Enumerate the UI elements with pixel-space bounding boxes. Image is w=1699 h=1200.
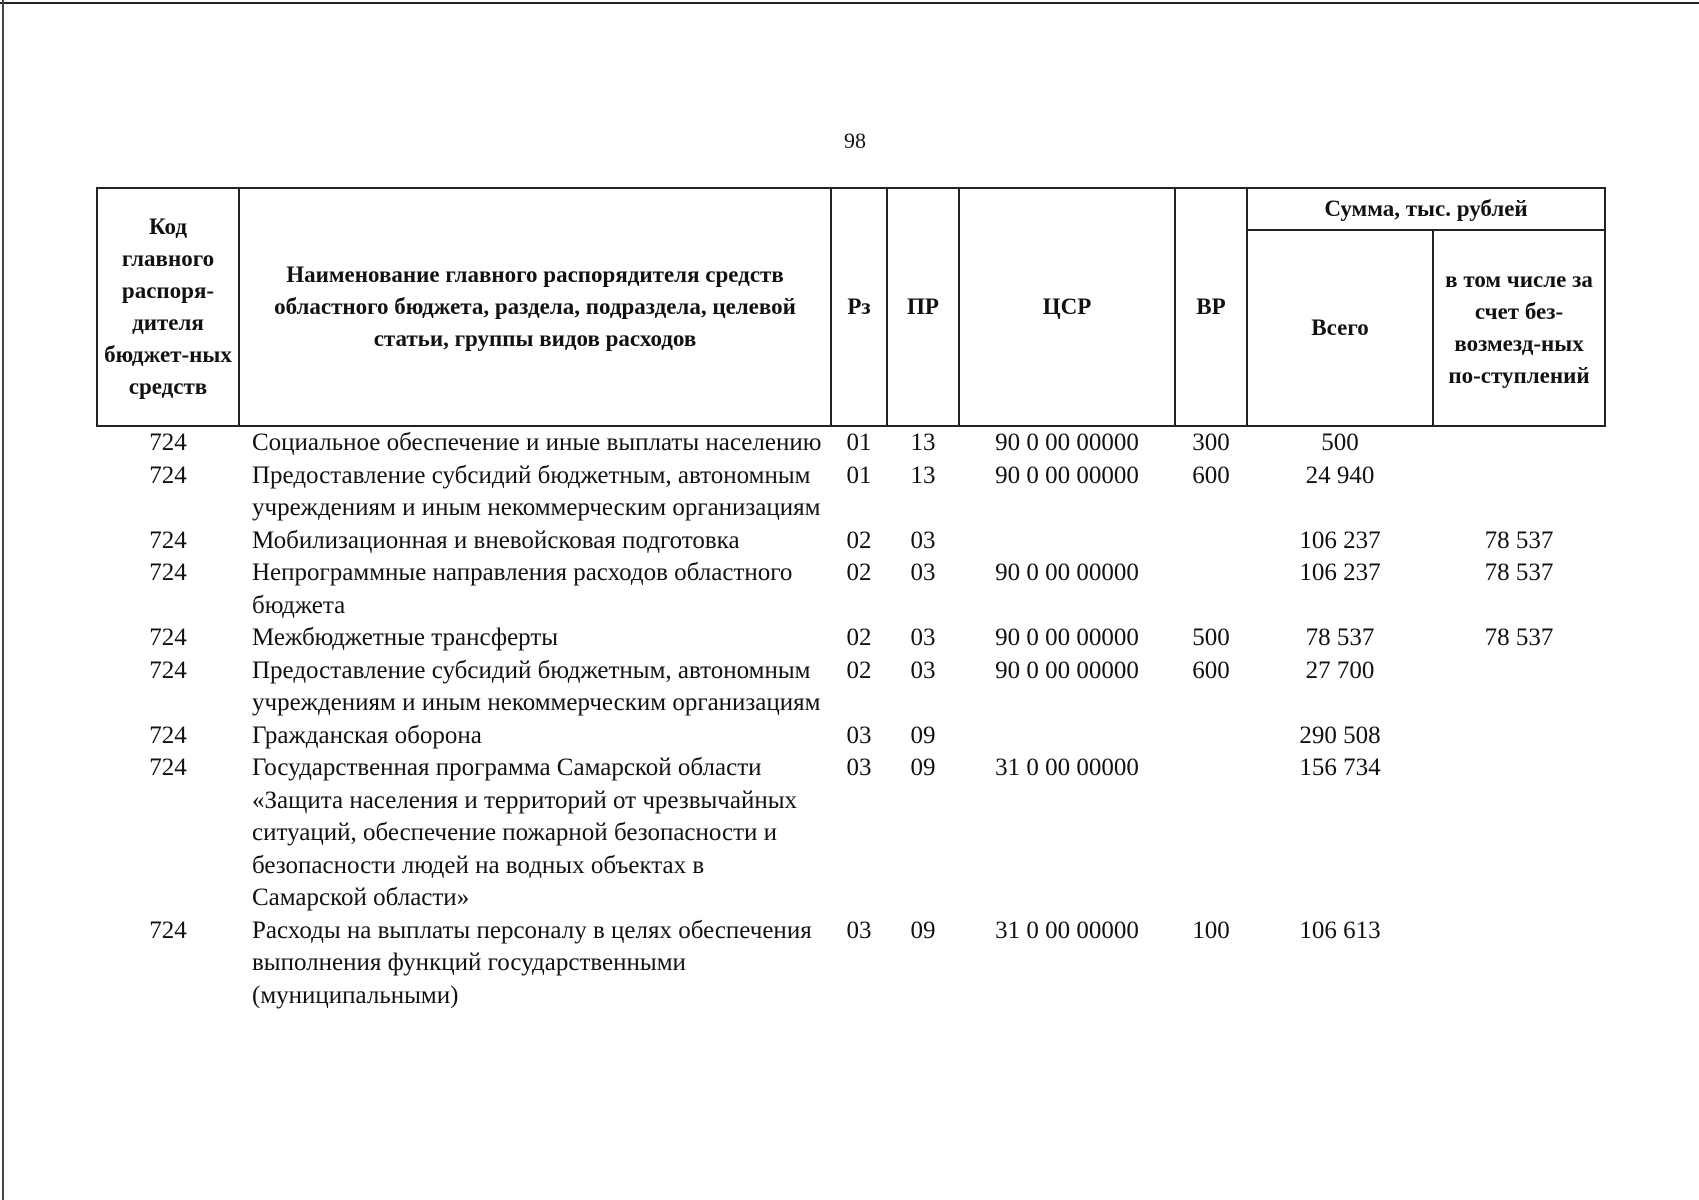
table-row — [97, 752, 1605, 915]
cell-vr — [1175, 525, 1247, 558]
cell-code: 724 — [149, 461, 187, 489]
header-gratuitous: в том числе за счет без-возмезд-ных по-ступлений — [1433, 230, 1605, 426]
cell-rz: 03 — [846, 721, 872, 749]
table-row — [97, 655, 1605, 720]
cell-code: 724 — [149, 916, 187, 944]
table-row — [97, 622, 1605, 655]
cell-total: 24 940 — [1305, 461, 1375, 489]
cell-gratuitous: 78 537 — [1484, 526, 1554, 554]
cell-total: 27 700 — [1305, 656, 1375, 684]
header-vr: ВР — [1175, 188, 1247, 426]
cell-pr: 03 — [910, 624, 936, 651]
cell-pr: 03 — [910, 559, 936, 586]
cell-name: Государственная программа Самарской области «Защита населения и территорий от чрезвычайных ситуаций, обеспечение пожарной безопасности и безопасности людей на водных объектах в Самарской области» — [252, 754, 798, 911]
table-row — [97, 525, 1605, 558]
cell-code: 724 — [149, 429, 187, 456]
cell-total: 500 — [1321, 429, 1359, 456]
cell-pr: 09 — [910, 754, 936, 781]
table-row — [97, 915, 1605, 1013]
cell-total: 106 237 — [1299, 559, 1381, 586]
cell-total: 156 734 — [1299, 754, 1381, 781]
cell-vr — [1175, 557, 1247, 622]
cell-total: 78 537 — [1305, 624, 1375, 651]
cell-rz: 01 — [846, 429, 872, 456]
cell-name: Непрограммные направления расходов областного бюджета — [252, 559, 793, 619]
cell-vr: 500 — [1192, 624, 1230, 651]
table-row — [97, 426, 1605, 460]
cell-total: 290 508 — [1299, 721, 1381, 749]
page-top-border — [0, 2, 1699, 4]
cell-gratuitous — [1433, 720, 1605, 753]
cell-vr — [1175, 720, 1247, 753]
cell-name: Межбюджетные трансферты — [252, 624, 559, 651]
cell-rz: 02 — [846, 624, 872, 651]
header-rz: Рз — [831, 188, 887, 426]
cell-pr: 03 — [910, 656, 936, 684]
cell-csr — [959, 720, 1175, 753]
cell-vr: 600 — [1192, 461, 1230, 489]
cell-csr: 90 0 00 00000 — [995, 656, 1139, 684]
page-number: 98 — [844, 128, 866, 153]
cell-code: 724 — [149, 526, 187, 554]
cell-gratuitous — [1433, 752, 1605, 915]
cell-name: Расходы на выплаты персоналу в целях обеспечения выполнения функций государственными (муниципальными) — [252, 916, 812, 1009]
header-csr: ЦСР — [959, 188, 1175, 426]
cell-name: Социальное обеспечение и иные выплаты населению — [252, 429, 822, 456]
cell-rz: 02 — [846, 526, 872, 554]
cell-name: Гражданская оборона — [252, 721, 482, 749]
cell-total: 106 237 — [1299, 526, 1381, 554]
cell-pr: 03 — [910, 526, 936, 554]
cell-gratuitous — [1433, 655, 1605, 720]
table-row — [97, 720, 1605, 753]
cell-rz: 03 — [846, 916, 872, 944]
cell-pr: 09 — [910, 721, 936, 749]
cell-code: 724 — [149, 559, 187, 586]
cell-name: Предоставление субсидий бюджетным, автономным учреждениям и иным некоммерческим организациям — [252, 461, 821, 521]
cell-csr: 90 0 00 00000 — [995, 624, 1139, 651]
cell-gratuitous — [1433, 426, 1605, 460]
cell-code: 724 — [149, 624, 187, 651]
cell-code: 724 — [149, 721, 187, 749]
cell-csr — [959, 525, 1175, 558]
cell-csr: 90 0 00 00000 — [995, 461, 1139, 489]
cell-pr: 13 — [910, 429, 936, 456]
cell-vr — [1175, 752, 1247, 915]
cell-pr: 13 — [910, 461, 936, 489]
cell-vr: 600 — [1192, 656, 1230, 684]
cell-code: 724 — [149, 656, 187, 684]
table-body — [97, 426, 1605, 1012]
cell-vr: 100 — [1192, 916, 1230, 944]
header-total: Всего — [1247, 230, 1433, 426]
header-sum-group: Сумма, тыс. рублей — [1247, 188, 1605, 230]
cell-name: Мобилизационная и вневойсковая подготовка — [252, 526, 740, 554]
cell-code: 724 — [149, 754, 187, 781]
cell-rz: 02 — [846, 559, 872, 586]
header-pr: ПР — [887, 188, 959, 426]
budget-table — [96, 187, 1606, 1012]
cell-csr: 90 0 00 00000 — [995, 429, 1139, 456]
cell-pr: 09 — [910, 916, 936, 944]
cell-gratuitous: 78 537 — [1484, 559, 1554, 586]
page-left-border — [2, 0, 4, 1200]
table-header — [97, 188, 1605, 426]
cell-total: 106 613 — [1299, 916, 1381, 944]
header-name: Наименование главного распорядителя средств областного бюджета, раздела, подраздела, целевой статьи, группы видов расходов — [239, 188, 831, 426]
cell-rz: 03 — [846, 754, 872, 781]
cell-csr: 31 0 00 00000 — [995, 916, 1139, 944]
table-row — [97, 460, 1605, 525]
cell-gratuitous: 78 537 — [1484, 624, 1554, 651]
cell-csr: 90 0 00 00000 — [995, 559, 1139, 586]
table-row — [97, 557, 1605, 622]
cell-name: Предоставление субсидий бюджетным, автономным учреждениям и иным некоммерческим организациям — [252, 656, 821, 716]
cell-gratuitous — [1433, 915, 1605, 1013]
cell-vr: 300 — [1192, 429, 1230, 456]
cell-csr: 31 0 00 00000 — [995, 754, 1139, 781]
cell-rz: 01 — [846, 461, 872, 489]
cell-gratuitous — [1433, 460, 1605, 525]
cell-rz: 02 — [846, 656, 872, 684]
header-code: Код главного распоря-дителя бюджет-ных средств — [97, 188, 239, 426]
